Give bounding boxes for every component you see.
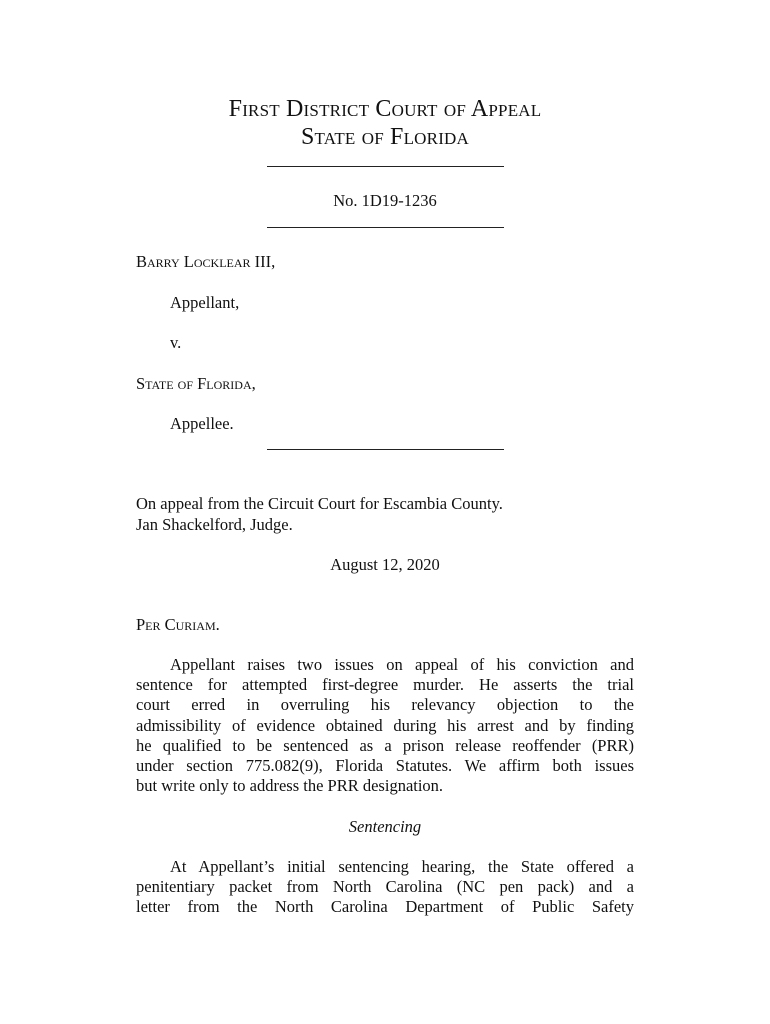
versus-label: v. xyxy=(170,333,182,352)
paragraph-line: under section 775.082(9), Florida Statutes. We affirm both issues xyxy=(136,756,634,776)
section-heading: Sentencing xyxy=(348,817,422,836)
trial-judge: Jan Shackelford, Judge. xyxy=(136,515,293,534)
appellant-name: Barry Locklear III, xyxy=(136,252,276,271)
court-name: First District Court of Appeal xyxy=(228,96,542,122)
appeal-from-text: On appeal from the Circuit Court for Escambia County. xyxy=(136,494,503,513)
divider-rule xyxy=(267,227,504,228)
appellant-role: Appellant, xyxy=(170,293,240,312)
paragraph-line: Appellant raises two issues on appeal of his conviction and xyxy=(170,655,634,674)
paragraph-line: admissibility of evidence obtained during his arrest and by finding xyxy=(136,715,634,735)
paragraph-line: court erred in overruling his relevancy objection to the xyxy=(136,695,634,715)
appellee-name: State of Florida, xyxy=(136,374,256,393)
paragraph-line: but write only to address the PRR designation. xyxy=(136,776,444,796)
opinion-paragraph-2 xyxy=(136,857,634,918)
court-state: State of Florida xyxy=(300,124,470,150)
case-number: No. 1D19-1236 xyxy=(333,191,437,210)
paragraph-line: letter from the North Carolina Department of Public Safety xyxy=(136,897,634,917)
paragraph-line: penitentiary packet from North Carolina (NC pen pack) and a xyxy=(136,877,634,897)
divider-rule xyxy=(267,449,504,450)
paragraph-line: At Appellant’s initial sentencing hearing, the State offered a xyxy=(170,857,634,876)
paragraph-line: he qualified to be sentenced as a prison release reoffender (PRR) xyxy=(136,735,634,755)
decision-date: August 12, 2020 xyxy=(330,555,440,574)
appellee-role: Appellee. xyxy=(170,414,234,433)
opinion-paragraph-1 xyxy=(136,655,634,796)
paragraph-line: sentence for attempted first-degree murder. He asserts the trial xyxy=(136,675,634,695)
per-curiam-label: Per Curiam. xyxy=(136,615,220,634)
divider-rule xyxy=(267,166,504,167)
